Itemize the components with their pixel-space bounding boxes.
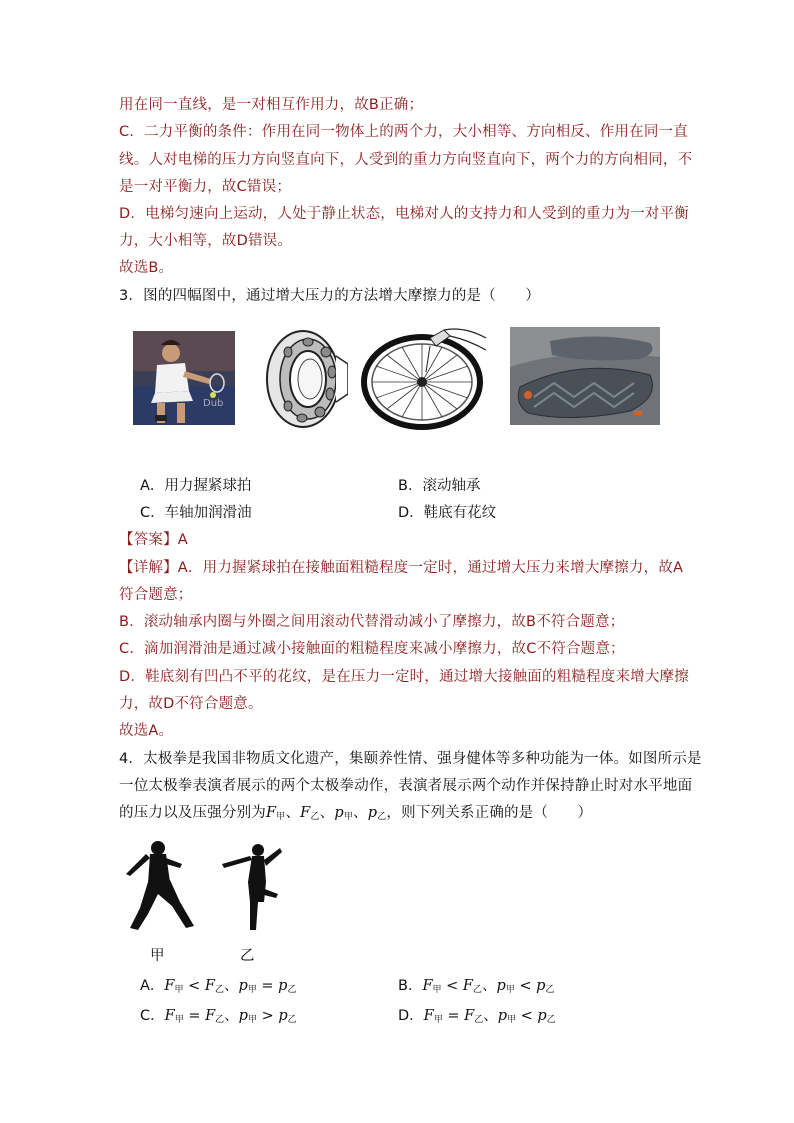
q3-explain-3: B．滚动轴承内圈与外圈之间用滚动代替滑动减小了摩擦力，故B不符合题意； xyxy=(119,614,625,630)
q3-explain-5: D．鞋底刻有凹凸不平的花纹，是在压力一定时，通过增大接触面的粗糙程度来增大摩擦 xyxy=(119,669,689,685)
explain-line-3: 线。人对电梯的压力方向竖直向下，人受到的重力方向竖直向下，两个力的方向相同，不 xyxy=(119,152,693,168)
q4-option-d: D．$F_甲 = F_乙$、$p_甲 < p_乙$ xyxy=(398,1008,556,1025)
q4-option-a: A．$F_甲 < F_乙$、$p_甲 = p_乙$ xyxy=(140,978,297,995)
q3-option-a: A．用力握紧球拍 xyxy=(140,478,252,494)
q4-option-b: B．$F_甲 < F_乙$、$p_甲 < p_乙$ xyxy=(398,978,555,995)
q3-stem: 3．图的四幅图中，通过增大压力的方法增大摩擦力的是（ ） xyxy=(119,288,541,304)
bicycle-wheel-image xyxy=(360,328,490,430)
q3-explain-1: 【详解】A．用力握紧球拍在接触面粗糙程度一定时，通过增大压力来增大摩擦力，故A xyxy=(119,560,684,576)
q4-stem-1: 4．太极拳是我国非物质文化遗产，集颐养性情、强身健体等多种功能为一体。如图所示是 xyxy=(119,751,702,767)
q3-answer: 【答案】A xyxy=(119,532,188,548)
rolling-bearing-image xyxy=(258,326,348,432)
tennis-player-image xyxy=(133,331,235,425)
explain-line-1: 用在同一直线，是一对相互作用力，故B正确； xyxy=(119,97,424,113)
q3-explain-4: C．滴加润滑油是通过减小接触面的粗糙程度来减小摩擦力，故C不符合题意； xyxy=(119,641,625,657)
q3-explain-2: 符合题意； xyxy=(119,587,193,603)
explain-line-5: D．电梯匀速向上运动，人处于静止状态，电梯对人的支持力和人受到的重力为一对平衡 xyxy=(119,206,689,222)
q3-option-b: B．滚动轴承 xyxy=(398,478,481,494)
q3-option-d: D．鞋底有花纹 xyxy=(398,505,497,521)
q3-option-c: C．车轴加润滑油 xyxy=(140,505,252,521)
svg-text:Dub: Dub xyxy=(203,398,224,409)
explain-line-4: 是一对平衡力，故C错误； xyxy=(119,179,292,195)
q4-stem-3: 的压力以及压强分别为$F_甲$、$F_乙$、$p_甲$、$p_乙$，则下列关系正确的是（ ） xyxy=(119,805,593,822)
caption-jia: 甲 xyxy=(150,948,165,964)
taichi-figure-yi xyxy=(218,838,284,934)
q4-option-c: C．$F_甲 = F_乙$、$p_甲 > p_乙$ xyxy=(140,1008,297,1025)
conclusion-line: 故选B。 xyxy=(119,260,174,276)
q3-conclusion: 故选A。 xyxy=(119,723,174,739)
caption-yi: 乙 xyxy=(240,948,255,964)
q3-explain-6: 力，故D不符合题意。 xyxy=(119,696,263,712)
shoe-sole-image xyxy=(510,327,660,425)
explain-line-6: 力，大小相等，故D错误。 xyxy=(119,233,293,249)
taichi-figure-jia xyxy=(124,838,196,934)
explain-line-2: C．二力平衡的条件：作用在同一物体上的两个力，大小相等、方向相反、作用在同一直 xyxy=(119,124,688,140)
q4-stem-2: 一位太极拳表演者展示的两个太极拳动作，表演者展示两个动作并保持静止时对水平地面 xyxy=(119,778,693,794)
